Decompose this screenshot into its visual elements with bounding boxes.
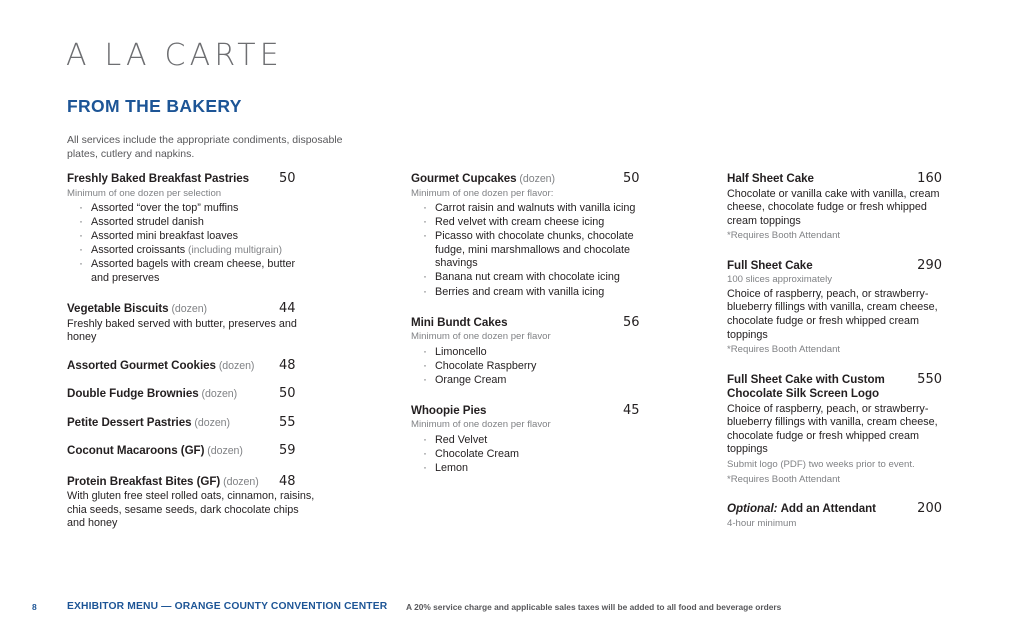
menu-item: [67, 302, 315, 345]
page-footer: [0, 601, 1012, 615]
menu-item-header: [67, 359, 315, 374]
menu-item-subtitle: 100 slices approximately: [727, 274, 833, 286]
menu-item-note: *Requires Booth Attendant: [727, 344, 841, 356]
menu-item-subtitle: 4-hour minimum: [727, 517, 797, 529]
menu-item-price: 45: [623, 402, 640, 418]
menu-item-note: *Requires Booth Attendant: [727, 230, 841, 242]
menu-item-header: [727, 259, 942, 274]
menu-item-description: Freshly baked served with butter, preserves and honey: [67, 317, 297, 344]
item-spacer: [67, 345, 315, 359]
menu-item-header: [727, 502, 942, 517]
menu-item-price: 200: [917, 501, 942, 517]
menu-item-price: 56: [623, 314, 640, 330]
menu-item-option: · Limoncello: [411, 346, 659, 360]
menu-item-price: 48: [279, 357, 296, 373]
menu-item-option: · Chocolate Cream: [411, 448, 659, 462]
menu-column-2: [411, 172, 659, 476]
menu-item: [67, 475, 315, 531]
menu-item: [67, 359, 315, 374]
menu-item-qualifier: (dozen): [204, 445, 243, 458]
menu-item-subtitle: Minimum of one dozen per flavor:: [411, 187, 554, 199]
menu-item-header: [411, 316, 659, 331]
menu-item-name: Half Sheet Cake: [727, 172, 814, 185]
menu-item: [411, 316, 659, 388]
menu-item-name: Gourmet Cupcakes (dozen): [411, 172, 555, 185]
page-title: A LA CARTE: [66, 38, 283, 73]
menu-item-option: · Berries and cream with vanilla icing: [411, 286, 659, 300]
menu-item-options-list: [411, 346, 659, 388]
item-spacer: [727, 357, 942, 373]
menu-item-options-list: [411, 202, 659, 299]
menu-item-name: Double Fudge Brownies (dozen): [67, 387, 238, 401]
menu-item-price: 50: [279, 386, 296, 402]
menu-item-header: [411, 404, 659, 419]
menu-item-description: Choice of raspberry, peach, or strawberry-blueberry fillings with vanilla, cream cheese, chocolate fudge or fresh whipped cream toppings: [727, 402, 938, 456]
menu-item: [67, 416, 315, 431]
menu-item-description: With gluten free steel rolled oats, cinnamon, raisins, chia seeds, sesame seeds, dark chocolate chips and honey: [67, 490, 315, 530]
item-spacer: [727, 486, 942, 502]
menu-item-option: · Red Velvet: [411, 434, 659, 448]
menu-item-option: · Banana nut cream with chocolate icing: [411, 271, 659, 285]
menu-item-option: · Orange Cream: [411, 374, 659, 388]
menu-item-qualifier: (dozen): [220, 475, 259, 488]
menu-item-option: · Assorted croissants (including multigrain): [67, 244, 315, 258]
menu-item-subtitle: Minimum of one dozen per selection: [67, 187, 222, 199]
menu-item-name: Freshly Baked Breakfast Pastries: [67, 172, 250, 185]
item-spacer: [67, 430, 315, 444]
menu-item: [67, 387, 315, 402]
menu-item-price: 44: [279, 301, 296, 317]
menu-item-subtitle: Minimum of one dozen per flavor: [411, 331, 551, 343]
menu-item-header: [67, 475, 315, 490]
menu-item-note-secondary: *Requires Booth Attendant: [727, 473, 841, 485]
menu-item-price: 50: [623, 171, 640, 186]
menu-item-name: Protein Breakfast Bites (GF) (dozen): [67, 474, 259, 488]
menu-item-header: [67, 387, 315, 402]
menu-item: [67, 172, 315, 286]
menu-item-price: 59: [279, 443, 296, 459]
item-spacer: [411, 388, 659, 404]
menu-item: [411, 172, 659, 299]
menu-item-subtitle: Minimum of one dozen per flavor: [411, 419, 551, 431]
menu-item-name: Assorted Gourmet Cookies (dozen): [67, 358, 255, 372]
item-spacer: [411, 300, 659, 316]
menu-item-option: · Assorted bagels with cream cheese, butter and preserves: [67, 258, 315, 285]
footer-page-number: 8: [32, 602, 37, 612]
menu-item-option: · Carrot raisin and walnuts with vanilla icing: [411, 202, 659, 216]
menu-item-header: [67, 416, 315, 431]
menu-item-price: 290: [917, 257, 942, 273]
menu-item-header: [411, 172, 659, 187]
item-spacer: [67, 286, 315, 302]
menu-item-option: · Lemon: [411, 462, 659, 476]
menu-item-qualifier: (dozen): [168, 303, 208, 316]
menu-item: [411, 404, 659, 476]
menu-item-price: 48: [279, 473, 296, 489]
intro-note: All services include the appropriate condiments, disposable plates, cutlery and napkins.: [67, 134, 343, 160]
menu-item: [67, 444, 315, 459]
menu-item-price: 50: [279, 171, 296, 186]
menu-item-price: 55: [279, 414, 296, 430]
menu-item-option: · Assorted “over the top” muffins: [67, 202, 315, 216]
menu-item-description: Chocolate or vanilla cake with vanilla, cream cheese, chocolate fudge or fresh whipped cream toppings: [727, 187, 940, 227]
menu-item-qualifier: (dozen): [191, 416, 230, 429]
menu-item-name-emphasis: Optional:: [727, 502, 781, 516]
menu-item-options-list: [67, 202, 315, 286]
menu-item-qualifier: (dozen): [516, 173, 555, 185]
menu-item-name: Optional: Add an Attendant: [727, 502, 876, 516]
menu-item-description: Choice of raspberry, peach, or strawberry-blueberry fillings with vanilla, cream cheese, chocolate fudge or fresh whipped cream toppings: [727, 287, 938, 341]
item-spacer: [67, 459, 315, 475]
menu-column-3: [727, 172, 942, 530]
menu-item: [727, 172, 942, 243]
menu-item-option: · Red velvet with cream cheese icing: [411, 216, 659, 230]
menu-item-header: [67, 302, 315, 317]
menu-item-price: 550: [917, 371, 942, 387]
footer-label: EXHIBITOR MENU — ORANGE COUNTY CONVENTION CENTER: [67, 601, 388, 612]
menu-item: [727, 502, 942, 530]
menu-item-header: [67, 444, 315, 459]
footer-disclaimer: A 20% service charge and applicable sales taxes will be added to all food and beverage orders: [406, 602, 782, 612]
menu-column-1: [67, 172, 315, 531]
item-spacer: [67, 373, 315, 387]
section-title: FROM THE BAKERY: [67, 96, 242, 116]
menu-item-option: · Assorted strudel danish: [67, 216, 315, 230]
item-spacer: [67, 402, 315, 416]
menu-item-header: [727, 373, 942, 402]
menu-item: [727, 373, 942, 486]
menu-item-name: Coconut Macaroons (GF) (dozen): [67, 444, 243, 458]
menu-item-note: Submit logo (PDF) two weeks prior to event.: [727, 459, 915, 471]
menu-item-qualifier: (dozen): [198, 388, 238, 401]
menu-item-name: Full Sheet Cake: [727, 258, 813, 272]
menu-item-option: · Picasso with chocolate chunks, chocolate fudge, mini marshmallows and chocolate shavings: [411, 230, 659, 271]
menu-item-name: Full Sheet Cake with Custom Chocolate Silk Screen Logo: [727, 372, 885, 401]
menu-item-header: [727, 172, 942, 187]
menu-item-option: · Chocolate Raspberry: [411, 360, 659, 374]
menu-item-name: Whoopie Pies: [411, 403, 487, 417]
item-spacer: [727, 243, 942, 259]
menu-item-name: Vegetable Biscuits (dozen): [67, 302, 208, 316]
menu-item: [727, 259, 942, 357]
menu-item-option: · Assorted mini breakfast loaves: [67, 230, 315, 244]
menu-item-name: Mini Bundt Cakes: [411, 315, 508, 329]
menu-item-options-list: [411, 434, 659, 476]
menu-item-price: 160: [917, 171, 942, 186]
menu-item-option-qualifier: (including multigrain): [185, 245, 283, 257]
menu-item-qualifier: (dozen): [215, 359, 255, 372]
menu-item-name: Petite Dessert Pastries (dozen): [67, 415, 230, 429]
menu-item-header: [67, 172, 315, 187]
